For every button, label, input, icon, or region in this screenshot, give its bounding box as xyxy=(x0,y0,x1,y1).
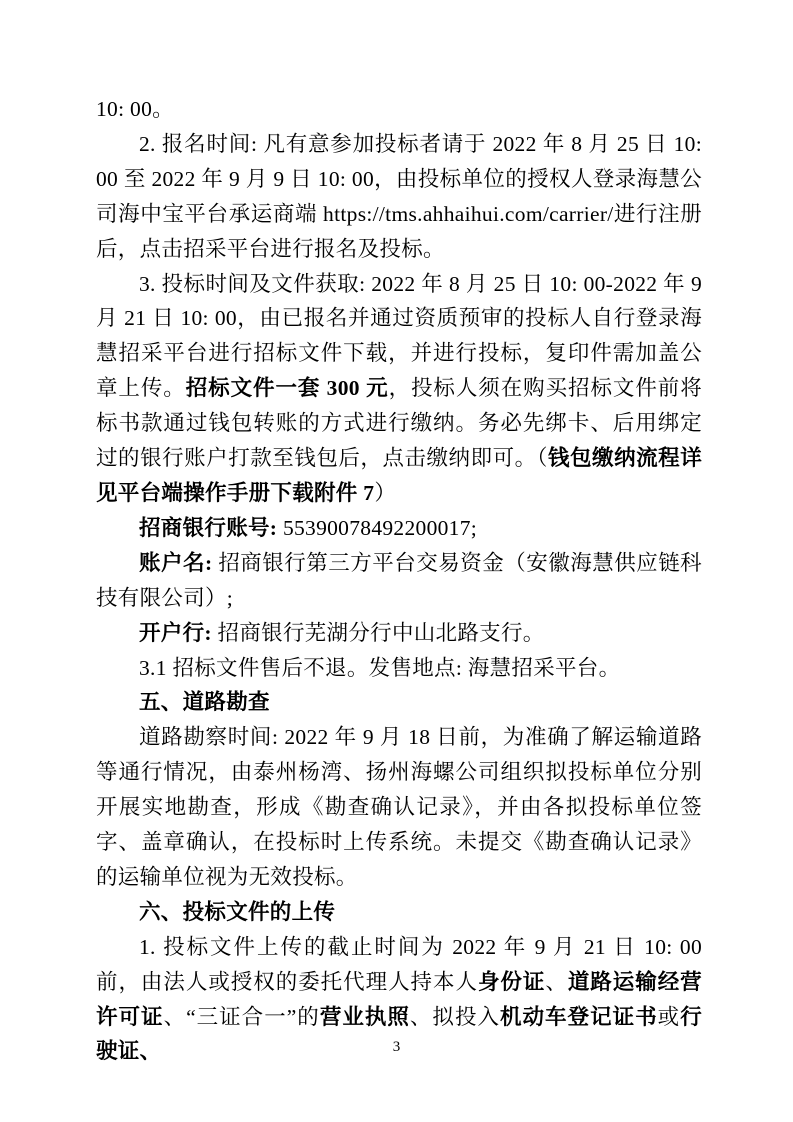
text-run: 3.1 招标文件售后不退。发售地点: 海慧招采平台。 xyxy=(139,655,621,680)
text-run: 3. 投标时间及文件获取: 2022 年 8 月 25 日 10: 00-2022 年 9 月 21 日 10: 00，由已报名并通过资质预审的投标人自行登录海慧招采平台进行招标文件下载，并进行投标，复印件需加盖公章上传。 xyxy=(96,271,702,401)
para-bid-time-and-document xyxy=(96,267,702,511)
bold-text-run: 行驶证、 xyxy=(96,1004,702,1064)
text-run: 1. 投标文件上传的截止时间为 2022 年 9 月 21 日 10: 00 前，由法人或授权的委托代理人持本人 xyxy=(96,934,702,994)
text-run: 55390078492200017; xyxy=(282,515,478,540)
text-run: 、 xyxy=(545,969,568,994)
text-run: 招商银行芜湖分行中山北路支行。 xyxy=(217,620,545,645)
bold-text-run: 账户名: xyxy=(139,550,219,575)
bold-text-run: 开户行: xyxy=(139,620,218,645)
text-run: 招商银行第三方平台交易资金（安徽海慧供应链科技有限公司）; xyxy=(96,550,702,610)
text-run: 10: 00。 xyxy=(96,97,174,121)
bold-text-run: 钱包缴纳流程详见平台端操作手册下载附件 7 xyxy=(96,446,702,505)
para-3-1-no-refund xyxy=(96,651,702,686)
heading-section-6-bid-upload xyxy=(96,895,702,930)
document-body xyxy=(96,92,702,1069)
text-run: 、拟投入 xyxy=(409,1004,500,1029)
para-time-continuation xyxy=(96,92,702,127)
bold-text-run: 身份证 xyxy=(477,969,546,994)
text-run: 2. 报名时间: 凡有意参加投标者请于 2022 年 8 月 25 日 10: 00 至 2022 年 9 月 9 日 10: 00，由投标单位的授权人登录海慧公司海中宝平台承运商端 https://tms.ahhaihui.com/carrier/进行注册后，点击招采平台进行报名及投标。 xyxy=(96,131,702,261)
bold-text-run: 五、道路勘查 xyxy=(139,690,270,715)
para-registration-time xyxy=(96,127,702,267)
para-road-survey-details xyxy=(96,720,702,895)
para-bank-account-number xyxy=(96,511,702,546)
heading-section-5-road-survey xyxy=(96,685,702,720)
text-run: ） xyxy=(374,480,397,505)
text-run: ，投标人须在购买招标文件前将标书款通过钱包转账的方式进行缴纳。务必先绑卡、后用绑定过的银行账户打款至钱包后，点击缴纳即可。（ xyxy=(96,376,703,471)
bold-text-run: 招商银行账号: xyxy=(139,515,283,540)
bold-text-run: 六、投标文件的上传 xyxy=(139,899,336,924)
page-number: 3 xyxy=(392,1039,401,1055)
bold-text-run: 营业执照 xyxy=(319,1004,410,1029)
para-account-name xyxy=(96,546,702,616)
text-run: 、“三证合一”的 xyxy=(163,1004,320,1029)
text-run: 或 xyxy=(657,1004,681,1029)
bold-text-run: 道路运输经营许可证 xyxy=(96,969,702,1029)
bold-text-run: 机动车登记证书 xyxy=(500,1004,658,1029)
bold-text-run: 招标文件一套 300 元 xyxy=(185,376,389,401)
para-bank-branch xyxy=(96,616,702,651)
text-run: 道路勘察时间: 2022 年 9 月 18 日前，为准确了解运输道路等通行情况，由泰州杨湾、扬州海螺公司组织拟投标单位分别开展实地勘查，形成《勘查确认记录》，并由各拟投标单位签字、盖章确认，在投标时上传系统。未提交《勘查确认记录》的运输单位视为无效投标。 xyxy=(96,725,702,889)
